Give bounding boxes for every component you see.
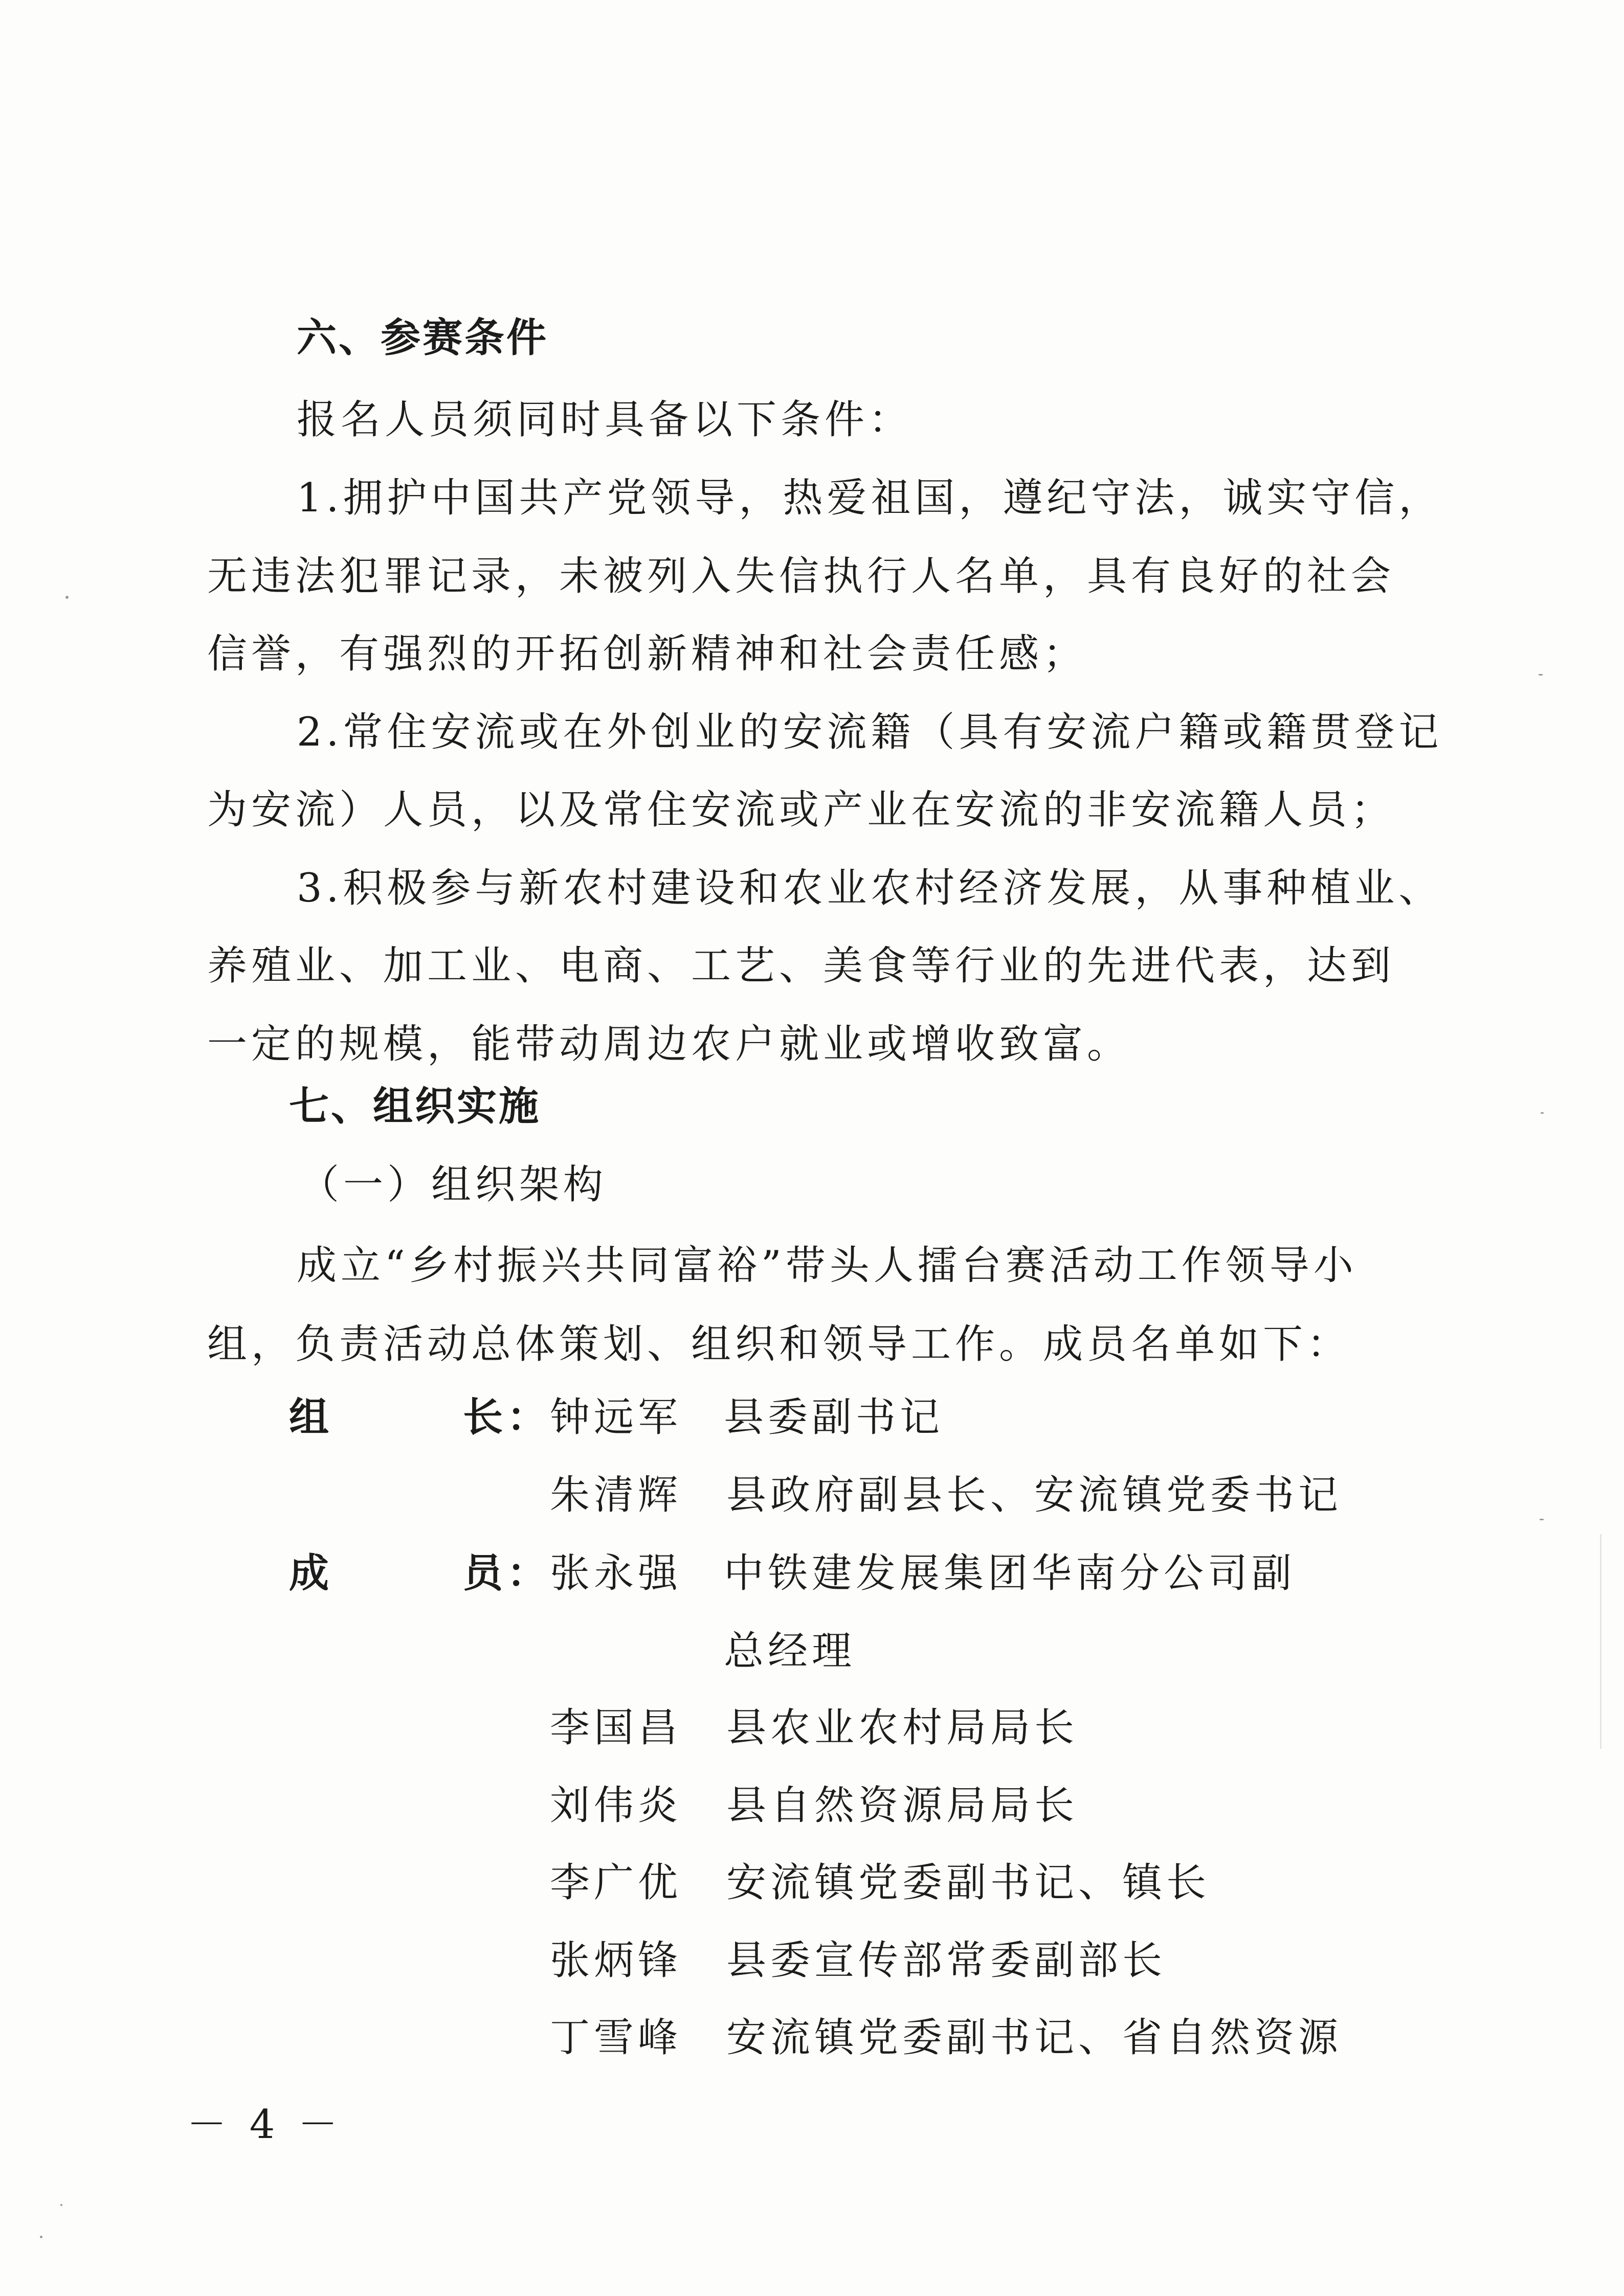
condition-3-line-1: 3.积极参与新农村建设和农业农村经济发展，从事种植业、 — [297, 865, 1443, 911]
org-paragraph-line-2: 组，负责活动总体策划、组织和领导工作。成员名单如下： — [207, 1321, 1351, 1367]
scan-edge-shadow — [1600, 1534, 1601, 1749]
scan-speck — [65, 596, 69, 599]
member-title: 县自然资源局局长 — [726, 1783, 1079, 1829]
member-role-char-1: 成 — [289, 1550, 333, 1596]
section-six-heading: 六、参赛条件 — [297, 315, 549, 361]
member-title: 县委宣传部常委副部长 — [726, 1938, 1167, 1984]
condition-1-line-3: 信誉，有强烈的开拓创新精神和社会责任感； — [207, 631, 1087, 677]
condition-2-line-2: 为安流）人员，以及常住安流或产业在安流的非安流籍人员； — [207, 787, 1395, 833]
member-title-continued: 总经理 — [724, 1628, 856, 1674]
leader-name: 朱清辉 — [550, 1472, 682, 1518]
member-title: 中铁建发展集团华南分公司副 — [724, 1550, 1296, 1596]
page-number: － 4 － — [187, 2102, 343, 2148]
org-paragraph-line-1: 成立“乡村振兴共同富裕”带头人擂台赛活动工作领导小 — [297, 1243, 1358, 1289]
section-seven-heading: 七、组织实施 — [289, 1084, 541, 1130]
member-name: 李广优 — [550, 1860, 682, 1906]
condition-3-line-2: 养殖业、加工业、电商、工艺、美食等行业的先进代表，达到 — [207, 943, 1395, 989]
member-name: 张炳锋 — [550, 1938, 682, 1984]
member-name: 丁雪峰 — [550, 2015, 682, 2061]
scan-speck — [40, 2236, 42, 2238]
subsection-org-structure: （一）组织架构 — [299, 1162, 608, 1208]
member-name: 刘伟炎 — [550, 1783, 682, 1829]
member-title: 安流镇党委副书记、省自然资源 — [726, 2015, 1343, 2061]
leader-title: 县政府副县长、安流镇党委书记 — [726, 1472, 1343, 1518]
leader-role-char-1: 组 — [289, 1394, 333, 1440]
condition-2-line-1: 2.常住安流或在外创业的安流籍（具有安流户籍或籍贯登记 — [297, 709, 1443, 755]
leader-role-char-2: 长： — [463, 1394, 551, 1440]
member-role-char-2: 员： — [463, 1550, 551, 1596]
leader-title: 县委副书记 — [724, 1394, 944, 1440]
section-six-intro: 报名人员须同时具备以下条件： — [297, 397, 913, 443]
scan-speck — [1539, 674, 1543, 676]
condition-1-line-1: 1.拥护中国共产党领导，热爱祖国，遵纪守法，诚实守信， — [297, 475, 1443, 521]
leader-name: 钟远军 — [550, 1394, 682, 1440]
member-name: 李国昌 — [550, 1705, 682, 1751]
member-name: 张永强 — [550, 1550, 682, 1596]
scan-speck — [1540, 1519, 1544, 1520]
condition-3-line-3: 一定的规模，能带动周边农户就业或增收致富。 — [207, 1021, 1131, 1067]
scan-speck — [1541, 1112, 1544, 1114]
member-title: 安流镇党委副书记、镇长 — [726, 1860, 1211, 1906]
scan-speck — [60, 2204, 62, 2206]
member-title: 县农业农村局局长 — [726, 1705, 1079, 1751]
condition-1-line-2: 无违法犯罪记录，未被列入失信执行人名单，具有良好的社会 — [207, 553, 1395, 599]
